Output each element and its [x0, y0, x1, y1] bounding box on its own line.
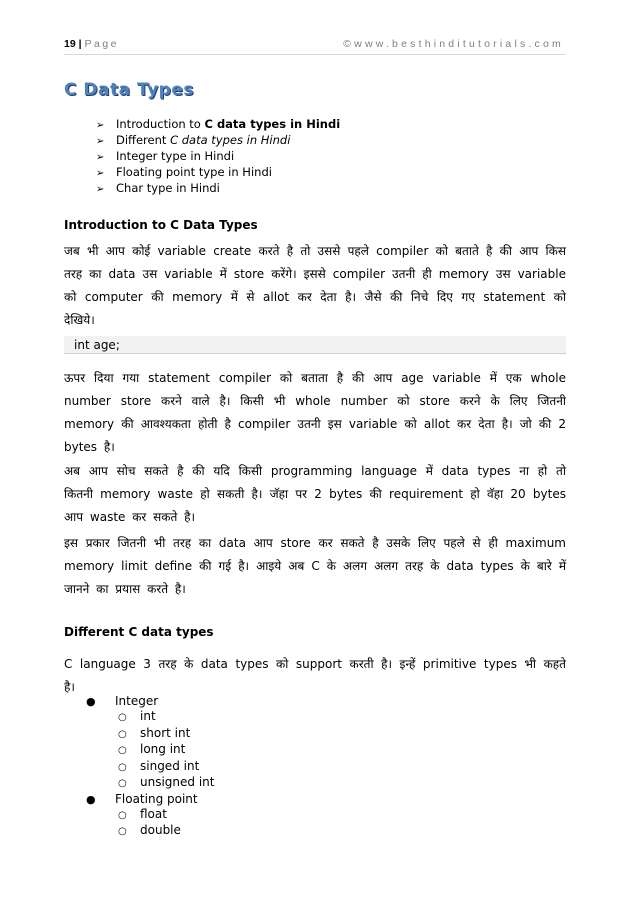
- toc-item: [96, 180, 340, 196]
- page-title: C Data Types: [64, 80, 194, 100]
- toc-text: Introduction to: [116, 117, 205, 131]
- bullet-icon: ●: [86, 695, 96, 708]
- toc-item: [96, 132, 340, 148]
- page-number: 19: [64, 38, 76, 50]
- toc-list: [96, 116, 340, 196]
- arrow-bullet-icon: ➢: [96, 184, 105, 195]
- sub-list: [86, 709, 214, 792]
- toc-bold-text: C data types in Hindi: [204, 117, 341, 131]
- arrow-bullet-icon: ➢: [96, 152, 105, 163]
- list-item-integer: [86, 694, 214, 792]
- circle-bullet-icon: ○: [118, 728, 127, 740]
- copyright-url: ©www.besthinditutorials.com: [343, 38, 564, 50]
- header-separator: |: [78, 38, 82, 50]
- subtype-name: double: [140, 823, 181, 837]
- list-item: [118, 823, 214, 840]
- code-snippet: int age;: [64, 336, 566, 354]
- list-item: [118, 742, 214, 759]
- circle-bullet-icon: ○: [118, 809, 127, 821]
- toc-text: Floating point type in Hindi: [116, 165, 272, 179]
- subtype-name: float: [140, 806, 167, 821]
- toc-text: Different: [116, 133, 171, 147]
- circle-bullet-icon: ○: [118, 778, 127, 789]
- list-item: [118, 775, 214, 792]
- arrow-bullet-icon: ➢: [96, 120, 105, 131]
- paragraph-intro-3: अब आप सोच सकते है की यदि किसी programming language में data types ना हो तो कितनी memory waste हो सकती है। जॅहा पर 2 bytes की requirement हो वॅहा 20 bytes आप waste कर सकते है।: [64, 464, 566, 524]
- list-item: [118, 709, 214, 726]
- sub-list: [86, 807, 214, 840]
- paragraph-intro-4: इस प्रकार जितनी भी तरह का data आप store कर सकते है उसके लिए पहले से ही maximum memory limit define की गई है। आइये अब C के अलग अलग तरह के data types के बारे में जानने का प्रयास करते है।: [64, 536, 566, 596]
- circle-bullet-icon: ○: [118, 761, 127, 773]
- list-item: [118, 759, 214, 776]
- bullet-icon: ●: [86, 792, 96, 806]
- circle-bullet-icon: ○: [118, 745, 127, 756]
- page-word: Page: [84, 38, 120, 50]
- toc-item: [96, 164, 340, 180]
- list-item: [118, 807, 214, 824]
- toc-item: [96, 148, 340, 164]
- circle-bullet-icon: ○: [118, 826, 127, 837]
- toc-text: Integer type in Hindi: [116, 149, 235, 163]
- section-heading-different-types: Different C data types: [64, 625, 214, 639]
- circle-bullet-icon: ○: [118, 712, 127, 723]
- list-item: [118, 726, 214, 743]
- page-number-label: [64, 38, 119, 50]
- list-item-floating-point: [86, 792, 214, 840]
- paragraph-intro-1: जब भी आप कोई variable create करते है तो उससे पहले compiler को बताते है की आप किस तरह का data उस variable में store करेंगे। इससे compiler उतनी ही memory उस variable को computer की memory में से allot कर देता है। जैसे की निचे दिए गए statement को देखिये।: [64, 244, 566, 327]
- toc-text: Char type in Hindi: [116, 181, 220, 195]
- type-name: Floating point: [115, 791, 198, 806]
- paragraph-intro-2: ऊपर दिया गया statement compiler को बताता है की आप age variable में एक whole number store करने वाले है। किसी भी whole number को store करने के लिए जितनी memory की आवश्यकता होती है compiler उतनी इस variable को allot कर देता है। जो की 2 bytes है।: [64, 371, 566, 454]
- toc-item: [96, 116, 340, 132]
- subtype-name: short int: [140, 725, 191, 740]
- subtype-name: long int: [140, 742, 186, 756]
- arrow-bullet-icon: ➢: [96, 136, 105, 147]
- type-name: Integer: [115, 694, 159, 708]
- toc-italic-text: C data types in Hindi: [170, 133, 291, 147]
- page-header: [64, 36, 566, 55]
- arrow-bullet-icon: ➢: [96, 168, 105, 179]
- data-type-list: [86, 694, 214, 840]
- subtype-name: unsigned int: [140, 775, 215, 789]
- subtype-name: singed int: [140, 758, 200, 773]
- paragraph-types-intro: C language 3 तरह के data types को support करती है। इन्हें primitive types भी कहते है।: [64, 657, 566, 694]
- subtype-name: int: [140, 709, 156, 723]
- section-heading-introduction: Introduction to C Data Types: [64, 218, 258, 232]
